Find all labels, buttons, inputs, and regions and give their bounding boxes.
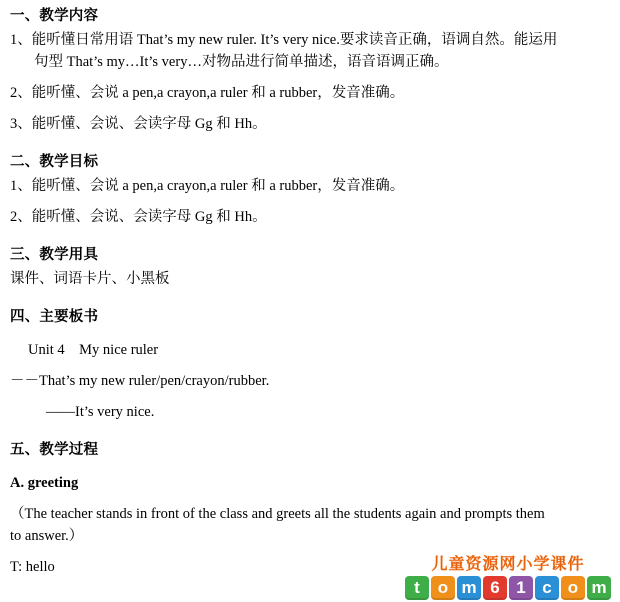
- logo-letter-block: o: [561, 576, 585, 600]
- paragraph-line: 2、能听懂、会说 a pen,a crayon,a ruler 和 a rubber，发音准确。: [10, 85, 405, 102]
- paragraph-line: ——It’s very nice.: [46, 404, 155, 421]
- section-spacer: [10, 290, 606, 307]
- paragraph-spacer: [10, 330, 606, 339]
- paragraph-spacer: [10, 494, 606, 503]
- paragraph-line: 2、能听懂、会说、会读字母 Gg 和 Hh。: [10, 209, 267, 226]
- watermark-title: 儿童资源网小学课件: [431, 556, 585, 574]
- logo-letter-block: c: [535, 576, 559, 600]
- section-heading-teaching-content: 一、教学内容: [10, 8, 99, 24]
- logo-letter-block: t: [405, 576, 429, 600]
- paragraph-line: 3、能听懂、会说、会读字母 Gg 和 Hh。: [10, 116, 267, 133]
- logo-letter-block: o: [431, 576, 455, 600]
- logo-letter-block: m: [457, 576, 481, 600]
- paragraph-line: 课件、词语卡片、小黑板: [10, 271, 170, 288]
- logo-letter-block: m: [587, 576, 611, 600]
- section-heading-teaching-goals: 二、教学目标: [10, 154, 99, 171]
- paragraph-line: （The teacher stands in front of the class and greets all the students again and prompts them: [10, 506, 545, 523]
- section-spacer: [10, 228, 606, 245]
- paragraph-line: to answer.）: [10, 528, 84, 545]
- paragraph-spacer: [10, 547, 606, 556]
- paragraph-spacer: [10, 392, 606, 401]
- paragraph-line: 1、能听懂、会说 a pen,a crayon,a ruler 和 a rubber，发音准确。: [10, 178, 405, 195]
- paragraph-spacer: [10, 73, 606, 82]
- section-heading-teaching-process: 五、教学过程: [10, 442, 99, 459]
- section-spacer: [10, 135, 606, 152]
- paragraph-line-greeting: A. greeting: [10, 475, 79, 492]
- logo-letter-block: 6: [483, 576, 507, 600]
- paragraph-spacer: [10, 463, 606, 472]
- paragraph-line: 1、能听懂日常用语 That’s my new ruler. It’s very nice.要求读音正确，语调自然。能运用: [10, 32, 558, 49]
- paragraph-spacer: [10, 104, 606, 113]
- paragraph-line: T: hello: [10, 559, 55, 576]
- section-spacer: [10, 423, 606, 440]
- paragraph-line: Unit 4 My nice ruler: [28, 342, 159, 359]
- paragraph-line: －－That’s my new ruler/pen/crayon/rubber.: [10, 373, 270, 390]
- paragraph-spacer: [10, 361, 606, 370]
- paragraph-line: 句型 That’s my…It’s very…对物品进行简单描述，语音语调正确。: [34, 54, 449, 71]
- logo-letter-block: 1: [509, 576, 533, 600]
- watermark-logo-blocks: [402, 576, 614, 600]
- section-heading-main-blackboard: 四、主要板书: [10, 309, 99, 326]
- paragraph-spacer: [10, 197, 606, 206]
- section-heading-teaching-tools: 三、教学用具: [10, 247, 99, 264]
